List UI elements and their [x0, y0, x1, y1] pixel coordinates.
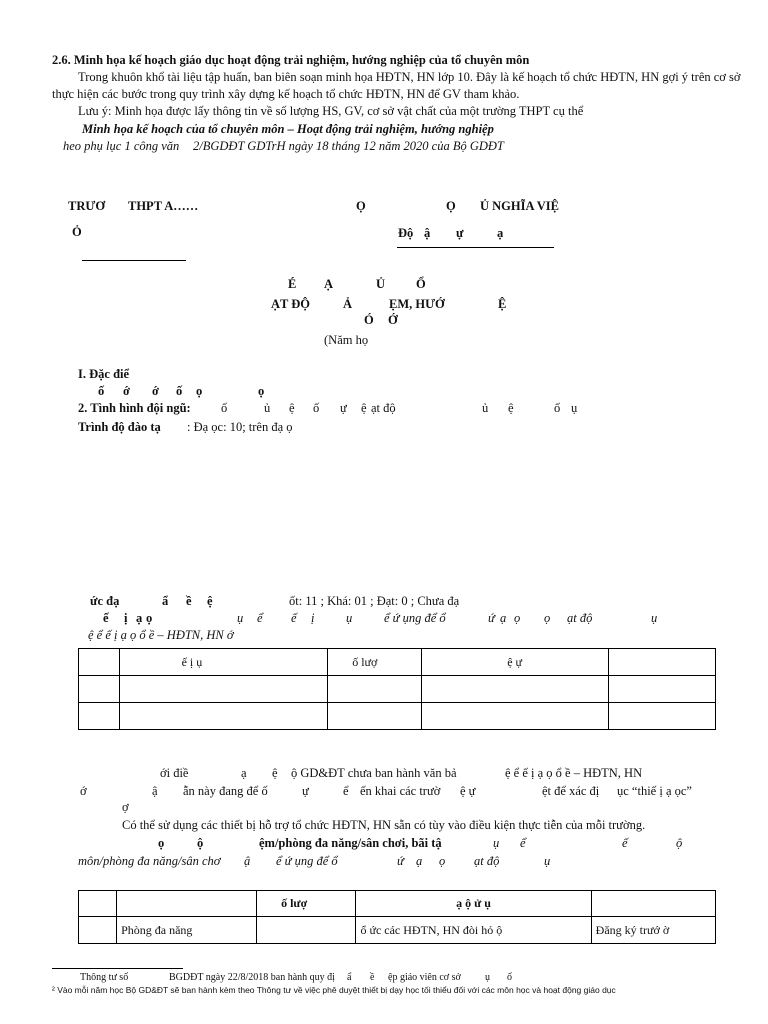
equipment-table [78, 648, 716, 730]
equipment-header-col-4: ệ ự [421, 649, 608, 676]
equipment-table-header [79, 649, 716, 676]
para2-l3: ợ [122, 800, 129, 814]
table-row [79, 676, 716, 703]
para2-l5-c: ệm/phòng đa năng/sân chơi, bãi tậ [259, 836, 442, 850]
footnote-1-b: BGDĐT ngày 22/8/2018 ban hành quy đị [169, 972, 335, 983]
plan-title-l2-b: Ả [343, 297, 353, 311]
reference-right: 2/BGDĐT GDTrH ngày 18 tháng 12 năm 2020 của Bộ GDĐT [193, 139, 504, 153]
group-name: Ỏ [72, 225, 82, 239]
rating-label: ức đạ [90, 594, 120, 608]
facility-header-col-5 [591, 891, 715, 917]
facility-header-col-3: ố lượ [257, 891, 356, 917]
footnote-1-c: ẩ [347, 972, 352, 983]
para2-l5-f: ế [622, 836, 628, 850]
equipment-header-col-1 [79, 649, 120, 676]
note-line: Lưu ý: Minh họa được lấy thông tin về số lượng HS, GV, cơ sở vật chất của một trường THPT cụ thể [78, 104, 584, 118]
table-cell [79, 676, 120, 703]
table-cell [608, 703, 715, 730]
para2-l2-f: ến khai các trườ [360, 784, 441, 798]
para2-l2-i: ục “thiế ị ạ ọc” [617, 784, 692, 798]
para2-l1-e: ệ ể ế ị ạ ọ ổ ề – HĐTN, HN [505, 766, 643, 780]
staff-d: ố [313, 401, 320, 415]
education-label: Trình độ đào tạ [78, 420, 161, 434]
table-row [79, 917, 716, 944]
school-name-b: THPT A…… [128, 199, 199, 213]
staff-b: ủ [264, 401, 271, 415]
facility-header-col-1 [79, 891, 117, 917]
education-value: : Đạ ọc: 10; trên đạ ọ [187, 420, 293, 434]
nation-title-c: Ủ NGHĨA VIỆ [480, 199, 559, 213]
part1-line1-a: ố [98, 384, 105, 398]
para2-l6-f: ọ [439, 854, 446, 868]
para2-l2-d: ự [302, 784, 309, 798]
equip-l2-a: ế [103, 611, 109, 625]
plan-title-l1-d: Ổ [416, 277, 426, 291]
para2-l5-b: ộ [197, 836, 204, 850]
equip-l2-p: ụ [651, 611, 658, 625]
table-cell [257, 917, 356, 944]
equipment-header-col-2: ế ị ụ [119, 649, 328, 676]
equip-l2-f: ể [257, 611, 263, 625]
para2-l5-g: ộ [676, 836, 683, 850]
para2-l2-a: ớ [80, 784, 87, 798]
table-cell [79, 917, 117, 944]
table-cell [421, 676, 608, 703]
equip-l2-c: ạ [136, 611, 143, 625]
para2-l1-a: ới điề [160, 766, 189, 780]
para2-l1-b: ạ [241, 766, 247, 780]
plan-title-l1-c: Ủ [376, 277, 386, 291]
para2-l6-b: ậ [244, 854, 251, 868]
para2-l1-d: ộ GD&ĐT chưa ban hành văn bả [291, 766, 457, 780]
table-cell [119, 703, 328, 730]
motto-a: Độ [398, 226, 414, 240]
reference-left: heo phụ lục 1 công văn [63, 139, 180, 153]
part1-line1-c: ớ [152, 384, 159, 398]
equipment-header-col-5 [608, 649, 715, 676]
motto-c: ự [456, 226, 464, 240]
equip-l2-l: ạ [500, 611, 507, 625]
plan-title-l2-d: Ệ [498, 297, 507, 311]
equip-l2-m: ọ [514, 611, 521, 625]
rating-c: ệ [207, 594, 213, 608]
para2-l1-c: ệ [272, 766, 278, 780]
table-cell [421, 703, 608, 730]
plan-title-l3-a: Ó [364, 313, 374, 327]
para2-l6-a: môn/phòng đa năng/sân chơ [78, 854, 221, 868]
para2-l2-h: ệt để xác đị [542, 784, 600, 798]
equip-l3: ệ ể ế ị ạ ọ ổ ề – HĐTN, HN ớ [88, 628, 234, 642]
footnote-1-g: ổ [507, 972, 512, 983]
rating-values: ốt: 11 ; Khá: 01 ; Đạt: 0 ; Chưa đạ [289, 594, 460, 608]
staff-a: ố [221, 401, 228, 415]
para2-l6-d: ứ [397, 854, 404, 868]
illustration-title: Minh họa kế hoạch của tổ chuyên môn – Hoạt động trải nghiệm, hướng nghiệp [82, 122, 494, 136]
plan-title-l1-a: É [288, 277, 297, 291]
part1-line1-e: ọ [196, 384, 203, 398]
plan-title-l2-a: ẠT ĐỘ [271, 297, 311, 311]
para2-l5-e: ể [520, 836, 526, 850]
staff-i: ệ [508, 401, 514, 415]
para2-l5-d: ụ [493, 836, 500, 850]
table-cell [119, 676, 328, 703]
staff-k: ụ [571, 401, 578, 415]
staff-g: ạt độ [371, 401, 396, 415]
para2-l6-g: ạt độ [474, 854, 500, 868]
para2-l6-c: ể ứ ụng để ổ [276, 854, 338, 868]
table-cell: Phòng đa năng [117, 917, 257, 944]
table-cell [328, 676, 421, 703]
footnote-1-a: Thông tư số [80, 972, 129, 983]
para2-l6-e: ạ [416, 854, 423, 868]
para2-l4: Có thể sử dụng các thiết bị hỗ trợ tổ chức HĐTN, HN sẵn có tùy vào điều kiện thực tiễn của mỗi trường. [122, 818, 646, 832]
equip-l2-i: ụ [346, 611, 353, 625]
section-heading: 2.6. Minh họa kế hoạch giáo dục hoạt động trải nghiệm, hướng nghiệp của tổ chuyên môn [52, 53, 530, 67]
equip-l2-o: ạt độ [567, 611, 593, 625]
staff-f: ệ [361, 401, 367, 415]
part1-line1-d: ố [176, 384, 183, 398]
staff-h: ủ [482, 401, 489, 415]
footnote-1-d: ề [370, 972, 375, 983]
intro-paragraph-line-2: thực hiện các bước trong quy trình xây dựng kế hoạch tổ chức HĐTN, HN để GV tham khảo. [52, 87, 520, 101]
nation-title-a: Ọ [356, 199, 366, 213]
para2-l6-h: ụ [544, 854, 551, 868]
plan-title-l3-b: Ớ [388, 313, 398, 327]
motto-b: ậ [424, 226, 431, 240]
footnote-1-f: ụ [485, 972, 490, 983]
equip-l2-e: ụ [237, 611, 244, 625]
plan-title-l1-b: Ạ [324, 277, 334, 291]
facility-header-col-4: ạ ộ ử ụ [356, 891, 591, 917]
equip-l2-n: ọ [544, 611, 551, 625]
school-year: (Năm họ [324, 333, 369, 347]
equip-l2-j: ể ứ ụng để ổ [384, 611, 446, 625]
part1-heading: I. Đặc điể [78, 367, 130, 381]
part1-line1-f: ọ [258, 384, 265, 398]
school-name-a: TRƯƠ [68, 199, 106, 213]
para2-l5-a: ọ [158, 836, 165, 850]
motto-d: ạ [497, 226, 504, 240]
footnote-separator [52, 968, 183, 969]
staff-c: ệ [289, 401, 295, 415]
school-underline [82, 260, 186, 261]
footnote-2: ² Vào mỗi năm học Bộ GD&ĐT sẽ ban hành kèm theo Thông tư về việc phê duyệt thiết bị dạy học tối thiểu đối với các môn học và hoạt động giáo dục [52, 985, 616, 995]
equipment-header-col-3: ố lượ [328, 649, 421, 676]
para2-l2-e: ể [343, 784, 349, 798]
equip-l2-d: ọ [146, 611, 153, 625]
table-cell [328, 703, 421, 730]
intro-paragraph-line-1: Trong khuôn khổ tài liệu tập huấn, ban biên soạn minh họa HĐTN, HN lớp 10. Đây là kế hoạch tổ chức HĐTN, HN gợi ý trên cơ sở [78, 70, 741, 84]
rating-a: ẩ [162, 594, 169, 608]
rating-b: ề [186, 594, 192, 608]
table-cell [608, 676, 715, 703]
plan-title-l2-c: ẸM, HƯỚ [389, 297, 445, 311]
facility-header-col-2 [117, 891, 257, 917]
equip-l2-h: ị [311, 611, 315, 625]
equip-l2-g: ế [291, 611, 297, 625]
nation-title-b: Ọ [446, 199, 456, 213]
staff-label: 2. Tình hình đội ngũ: [78, 401, 191, 415]
equip-l2-k: ứ [488, 611, 495, 625]
equip-l2-b: ị [124, 611, 128, 625]
para2-l2-b: ậ [152, 784, 158, 798]
table-cell: ổ ức các HĐTN, HN đòi hỏ ộ [356, 917, 591, 944]
staff-j: ố [554, 401, 561, 415]
para2-l2-g: ệ ự [460, 784, 476, 798]
table-row [79, 703, 716, 730]
facility-table-header [79, 891, 716, 917]
motto-underline [397, 247, 554, 248]
para2-l2-c: ẫn này đang để ố [183, 784, 268, 798]
part1-line1-b: ớ [123, 384, 130, 398]
facility-table [78, 890, 716, 944]
table-cell [79, 703, 120, 730]
staff-e: ự [340, 401, 347, 415]
footnote-1-e: ệp giáo viên cơ sở [388, 972, 461, 983]
table-cell: Đăng ký trướ ờ [591, 917, 715, 944]
